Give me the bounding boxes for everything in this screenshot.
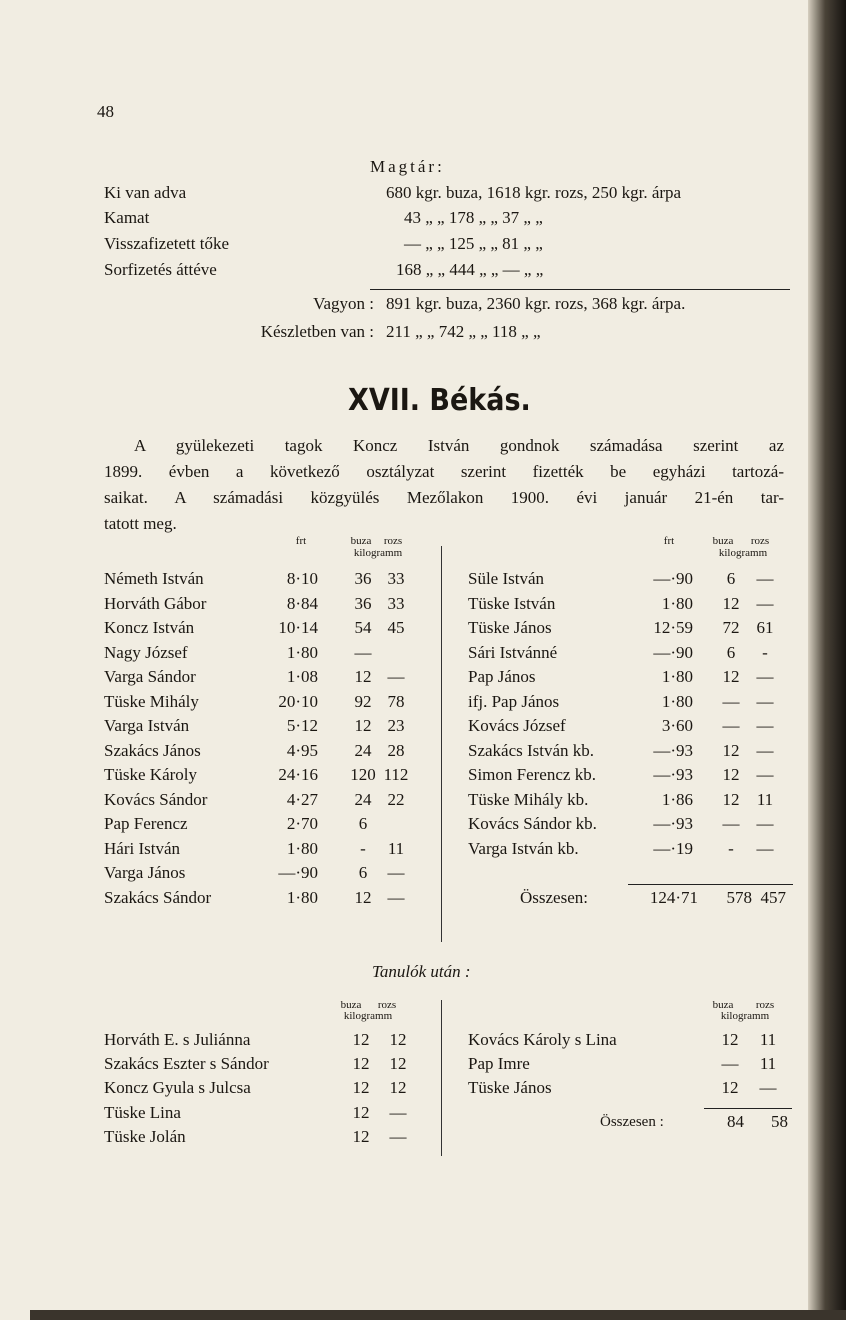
magtar-row-values: 680 kgr. buza, 1618 kgr. rozs, 250 kgr. árpa	[386, 183, 682, 202]
cell-buza: -	[360, 838, 366, 858]
cell-name: Sári Istvánné	[468, 642, 558, 662]
cell-buza: 6	[358, 814, 368, 833]
cell-rozs: 12	[389, 1078, 407, 1098]
students-total-row	[600, 1112, 800, 1136]
cell-rozs: —	[756, 691, 774, 711]
cell-rozs: 61	[756, 618, 774, 637]
total-line	[628, 884, 793, 885]
cell-buza: —	[722, 814, 740, 833]
students-total-rozs: 58	[771, 1112, 788, 1131]
cell-name: Tüske Jolán	[104, 1126, 186, 1146]
cell-rozs: —	[756, 593, 774, 613]
cell-name: ifj. Pap János	[468, 691, 560, 711]
cell-name: Kovács Sándor kb.	[468, 814, 597, 833]
cell-buza: 12	[352, 1054, 370, 1074]
cell-frt: 8·84	[286, 593, 318, 613]
table-row	[0, 1078, 846, 1102]
cell-rozs: —	[756, 716, 774, 735]
magtar-row-values: — „ „ 125 „ „ 81 „ „	[404, 234, 543, 253]
total-buza: 578	[726, 888, 752, 907]
cell-name: Tüske Károly	[104, 765, 198, 784]
cell-rozs: —	[387, 667, 405, 686]
cell-rozs: 78	[387, 691, 405, 711]
main-total-row	[520, 888, 800, 912]
students-header-buza-left: buza	[340, 999, 362, 1011]
cell-frt: —·93	[653, 765, 693, 784]
cell-rozs: 33	[387, 593, 405, 613]
cell-rozs: —	[387, 887, 405, 907]
cell-buza: 12	[352, 1030, 370, 1049]
cell-rozs: 11	[759, 1030, 777, 1049]
cell-rozs: —	[756, 740, 774, 760]
cell-name: Horváth E. s Juliánna	[104, 1030, 251, 1049]
cell-buza: 12	[354, 716, 372, 735]
cell-rozs: —	[756, 814, 774, 833]
cell-buza: —	[721, 1054, 739, 1074]
magtar-row-label: Visszafizetett tőke	[104, 234, 230, 253]
cell-rozs: 11	[759, 1054, 777, 1074]
header-buza-left: buza	[350, 535, 372, 547]
magtar-row	[104, 260, 794, 284]
vagyon-values: 891 kgr. buza, 2360 kgr. rozs, 368 kgr. árpa.	[386, 294, 686, 313]
students-header-unit-left: kilogramm	[343, 1010, 393, 1022]
cell-frt: 2·70	[286, 814, 318, 833]
cell-buza: 12	[722, 740, 740, 760]
cell-name: Szakács Eszter s Sándor	[104, 1054, 269, 1074]
table-row	[0, 692, 846, 716]
paragraph-line: A gyülekezeti tagok Koncz István gondnok számadása szerint az	[134, 436, 784, 455]
students-header-buza-right: buza	[712, 999, 734, 1011]
cell-name: Koncz István	[104, 618, 195, 637]
cell-frt: 5·12	[286, 716, 318, 735]
cell-buza: 12	[352, 1126, 370, 1146]
cell-buza: 36	[354, 569, 372, 588]
table-row	[0, 814, 846, 838]
paragraph-line: tatott meg.	[104, 514, 177, 533]
header-rozs-right: rozs	[750, 535, 770, 547]
total-rozs: 457	[760, 888, 786, 907]
cell-rozs: 12	[389, 1030, 407, 1049]
header-buza-right: buza	[712, 535, 734, 547]
cell-name: Szakács István kb.	[468, 740, 595, 760]
cell-buza: 24	[354, 740, 372, 760]
header-unit-right: kilogramm	[718, 547, 768, 559]
table-row	[0, 790, 846, 814]
magtar-row	[104, 208, 794, 232]
cell-buza: 12	[722, 667, 740, 686]
total-frt: 124·71	[649, 888, 698, 907]
magtar-row	[104, 183, 794, 207]
cell-name: Kovács József	[468, 716, 566, 735]
vagyon-label: Vagyon :	[313, 294, 374, 313]
table-row	[0, 839, 846, 863]
cell-buza: 12	[352, 1102, 370, 1122]
students-header-unit-right: kilogramm	[720, 1010, 770, 1022]
cell-buza: 72	[722, 618, 740, 637]
table-row	[0, 569, 846, 593]
cell-frt: —·90	[653, 569, 693, 588]
cell-frt: 1·80	[286, 838, 318, 858]
magtar-sum-line	[370, 289, 790, 290]
cell-rozs: —	[756, 667, 774, 686]
cell-frt: —·93	[653, 740, 693, 760]
table-row	[0, 765, 846, 789]
cell-name: Pap Ferencz	[104, 814, 188, 833]
cell-rozs: —	[387, 863, 405, 882]
cell-frt: 1·80	[286, 887, 318, 907]
students-total-label: Összesen :	[600, 1114, 664, 1130]
cell-buza: 6	[726, 642, 736, 662]
cell-buza: —	[354, 642, 372, 662]
cell-rozs: 112	[383, 765, 409, 784]
cell-name: Varga Sándor	[104, 667, 196, 686]
cell-name: Hári István	[104, 838, 181, 858]
cell-buza: 12	[722, 593, 740, 613]
cell-buza: 12	[352, 1078, 370, 1098]
total-label: Összesen:	[520, 888, 588, 907]
header-rozs-left: rozs	[383, 535, 403, 547]
students-total-line	[704, 1108, 792, 1109]
cell-frt: 12·59	[653, 618, 693, 637]
page-number: 48	[97, 102, 114, 121]
cell-name: Nagy József	[104, 642, 188, 662]
cell-name: Süle István	[468, 569, 545, 588]
cell-buza: —	[722, 691, 740, 711]
cell-buza: -	[728, 838, 734, 858]
keszlet-label: Készletben van :	[260, 322, 374, 341]
cell-frt: 20·10	[278, 691, 318, 711]
cell-buza: 12	[354, 887, 372, 907]
cell-name: Tüske Mihály kb.	[468, 789, 589, 809]
header-unit-left: kilogramm	[353, 547, 403, 559]
cell-name: Kovács Károly s Lina	[468, 1030, 617, 1049]
cell-name: Szakács Sándor	[104, 887, 212, 907]
cell-frt: 8·10	[286, 569, 318, 588]
paragraph-line: saikat. A számadási közgyülés Mezőlakon 1900. évi január 21-én tar-	[104, 488, 784, 507]
magtar-row-label: Ki van adva	[104, 183, 187, 202]
cell-frt: 4·27	[286, 789, 318, 809]
cell-buza: 12	[721, 1078, 739, 1098]
header-frt-left: frt	[295, 535, 307, 547]
cell-name: Koncz Gyula s Julcsa	[104, 1078, 251, 1098]
cell-name: Simon Ferencz kb.	[468, 765, 596, 784]
table-row	[0, 618, 846, 642]
cell-name: Tüske Mihály	[104, 691, 199, 711]
students-header-rozs-left: rozs	[377, 999, 397, 1011]
cell-rozs: 11	[387, 838, 405, 858]
cell-buza: 12	[722, 765, 740, 784]
cell-name: Németh István	[104, 569, 204, 588]
students-header-rozs-right: rozs	[755, 999, 775, 1011]
table-row	[0, 594, 846, 618]
cell-buza: —	[722, 716, 740, 735]
cell-rozs: —	[759, 1078, 777, 1098]
table-row	[0, 1054, 846, 1078]
cell-rozs: —	[756, 765, 774, 784]
table-row	[0, 741, 846, 765]
cell-frt: 1·80	[661, 593, 693, 613]
cell-name: Pap Imre	[468, 1054, 530, 1074]
cell-name: Varga István	[104, 716, 190, 735]
cell-rozs: —	[756, 569, 774, 588]
cell-frt: 4·95	[286, 740, 318, 760]
cell-rozs: -	[762, 642, 768, 662]
cell-rozs: —	[756, 838, 774, 858]
cell-name: Varga István kb.	[468, 838, 579, 858]
cell-rozs: 22	[387, 789, 405, 809]
cell-frt: —·90	[653, 642, 693, 662]
cell-name: Horváth Gábor	[104, 593, 207, 613]
table-row	[0, 1030, 846, 1054]
cell-frt: 1·80	[661, 691, 693, 711]
cell-frt: 24·16	[278, 765, 318, 784]
cell-frt: 1·86	[661, 789, 693, 809]
cell-rozs: 33	[387, 569, 405, 588]
cell-buza: 6	[358, 863, 368, 882]
cell-buza: 24	[354, 789, 372, 809]
cell-name: Szakács János	[104, 740, 201, 760]
section-paragraph	[104, 433, 784, 537]
cell-buza: 6	[726, 569, 736, 588]
cell-buza: 54	[354, 618, 372, 637]
cell-buza: 120	[350, 765, 376, 784]
cell-frt: 3·60	[661, 716, 693, 735]
cell-rozs: 28	[387, 740, 405, 760]
table-row	[0, 716, 846, 740]
keszlet-values: 211 „ „ 742 „ „ 118 „ „	[386, 322, 541, 341]
cell-rozs: 45	[387, 618, 405, 637]
students-total-buza: 84	[727, 1112, 744, 1131]
cell-buza: 92	[354, 691, 372, 711]
paragraph-line: 1899. évben a következő osztályzat szerint fizették be egyházi tartozá-	[104, 462, 784, 481]
cell-rozs: 23	[387, 716, 405, 735]
cell-buza: 36	[354, 593, 372, 613]
cell-frt: 1·80	[661, 667, 693, 686]
header-frt-right: frt	[663, 535, 675, 547]
section-heading: XVII. Békás.	[348, 383, 531, 418]
cell-name: Tüske Lina	[104, 1102, 181, 1122]
page-bottom-edge	[30, 1310, 846, 1320]
table-row	[0, 643, 846, 667]
magtar-row-label: Sorfizetés áttéve	[104, 260, 217, 279]
cell-name: Tüske István	[468, 593, 556, 613]
students-title: Tanulók után :	[372, 962, 471, 981]
magtar-row-values: 168 „ „ 444 „ „ — „ „	[396, 260, 544, 279]
magtar-row-label: Kamat	[104, 208, 150, 227]
cell-buza: 12	[721, 1030, 739, 1049]
cell-name: Kovács Sándor	[104, 789, 208, 809]
cell-frt: 1·80	[286, 642, 318, 662]
cell-frt: —·90	[278, 863, 318, 882]
magtar-row-values: 43 „ „ 178 „ „ 37 „ „	[404, 208, 543, 227]
cell-buza: 12	[354, 667, 372, 686]
cell-name: Tüske János	[468, 1078, 552, 1098]
cell-rozs: 12	[389, 1054, 407, 1074]
cell-name: Pap János	[468, 667, 536, 686]
cell-name: Tüske János	[468, 618, 552, 637]
cell-rozs: 11	[756, 789, 774, 809]
cell-frt: 1·08	[286, 667, 318, 686]
cell-buza: 12	[722, 789, 740, 809]
cell-frt: —·19	[653, 838, 693, 858]
table-row	[0, 667, 846, 691]
magtar-title: Magtár:	[370, 157, 445, 176]
cell-name: Varga János	[104, 863, 186, 882]
magtar-row	[104, 234, 794, 258]
cell-frt: 10·14	[278, 618, 318, 637]
cell-rozs: —	[389, 1126, 407, 1146]
cell-frt: —·93	[653, 814, 693, 833]
cell-rozs: —	[389, 1102, 407, 1122]
